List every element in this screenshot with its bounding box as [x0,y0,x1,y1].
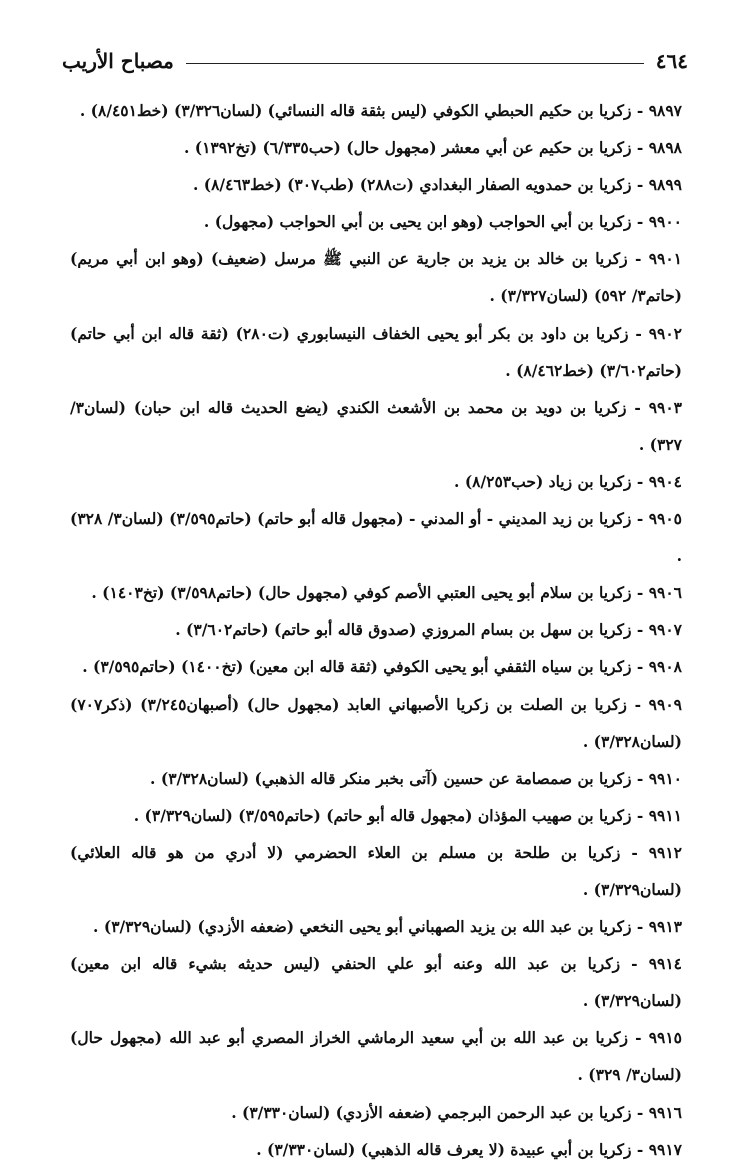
entry-9898: ٩٨٩٨ - زكريا بن حكيم عن أبي معشر (مجهول حال) (حب٦/٣٣٥) (تخ١٣٩٢) . [183,138,682,158]
entry-9906: ٩٩٠٦ - زكريا بن سلام أبو يحيى العتبي الأصم كوفي (مجهول حال) (حاتم٣/٥٩٨) (تخ١٤٠٣) . [91,583,682,603]
entry-9914: ٩٩١٤ - زكريا بن عبد الله وعنه أبو علي الحنفي (ليس حديثه بشيء قاله ابن معين) (لسان٣/٣٢٩) . [70,954,682,1011]
entry-9912: ٩٩١٢ - زكريا بن طلحة بن مسلم بن العلاء الحضرمي (لا أدري من هو قاله العلائي) (لسان٣/٣٢٩) . [70,842,682,899]
entry-9903: ٩٩٠٣ - زكريا بن دويد بن محمد بن الأشعث الكندي (يضع الحديث قاله ابن حبان) (لسان٣/ ٣٢٧) . [70,397,682,454]
entry-9911: ٩٩١١ - زكريا بن صهيب المؤذان (مجهول قاله أبو حاتم) (حاتم٣/٥٩٥) (لسان٣/٣٢٩) . [133,805,682,825]
entry-9917: ٩٩١٧ - زكريا بن أبي عبيدة (لا يعرف قاله الذهبي) (لسان٣/٣٣٠) . [256,1139,682,1159]
entry-list [70,92,682,1168]
entry-9909: ٩٩٠٩ - زكريا بن الصلت بن زكريا الأصبهاني العابد (مجهول حال) (أصبهان٣/٢٤٥) (ذكر٧٠٧) (لسان٣/٣٢٨) . [70,694,682,751]
entry-9907: ٩٩٠٧ - زكريا بن سهل بن بسام المروزي (صدوق قاله أبو حاتم) (حاتم٣/٦٠٢) . [175,620,682,640]
entry-9915: ٩٩١٥ - زكريا بن عبد الله بن أبي سعيد الرماشي الخراز المصري أبو عبد الله (مجهول حال) (لسان٣/ ٣٢٩) . [70,1028,682,1085]
entry-9913: ٩٩١٣ - زكريا بن عبد الله بن يزيد الصهباني أبو يحيى النخعي (ضعفه الأزدي) (لسان٣/٣٢٩) . [93,917,682,937]
entry-9904: ٩٩٠٤ - زكريا بن زياد (حب٨/٢٥٣) . [454,471,682,491]
entry-9899: ٩٨٩٩ - زكريا بن حمدويه الصفار البغدادي (ت٢٨٨) (طب٣٠٧) (خط٨/٤٦٣) . [192,175,682,195]
entry-9897: ٩٨٩٧ - زكريا بن حكيم الحبطي الكوفي (ليس بثقة قاله النسائي) (لسان٣/٣٢٦) (خط٨/٤٥١) . [79,101,682,120]
book-title: مصباح الأريب [62,49,174,73]
entry-9910: ٩٩١٠ - زكريا بن صمصامة عن حسين (آتى بخبر منكر قاله الذهبي) (لسان٣/٣٢٨) . [150,768,682,788]
header-rule [186,63,644,64]
entry-9916: ٩٩١٦ - زكريا بن عبد الرحمن البرجمي (ضعفه الأزدي) (لسان٣/٣٣٠) . [231,1102,682,1122]
entry-9902: ٩٩٠٢ - زكريا بن داود بن بكر أبو يحيى الخفاف النيسابوري (ت٢٨٠) (ثقة قاله ابن أبي حاتم) (حاتم٣/٦٠٢) (خط٨/٤٦٢) . [70,323,683,380]
entry-9900: ٩٩٠٠ - زكريا بن أبي الحواجب (وهو ابن يحيى بن أبي الحواجب (مجهول) . [203,212,682,232]
entry-9905: ٩٩٠٥ - زكريا بن زيد المديني - أو المدني - (مجهول قاله أبو حاتم) (حاتم٣/٥٩٥) (لسان٣/ ٣٢٨) . [70,509,682,566]
page-header [62,44,688,78]
entry-9908: ٩٩٠٨ - زكريا بن سياه الثقفي أبو يحيى الكوفي (ثقة قاله ابن معين) (تخ١٤٠٠) (حاتم٣/٥٩٥) . [82,657,682,677]
page-number: ٤٦٤ [655,49,688,73]
entry-9901: ٩٩٠١ - زكريا بن خالد بن يزيد بن جارية عن النبي ﷺ مرسل (ضعيف) (وهو ابن أبي مريم) (حاتم٣/ ٥٩٢) (لسان٣/٣٢٧) . [70,249,682,306]
